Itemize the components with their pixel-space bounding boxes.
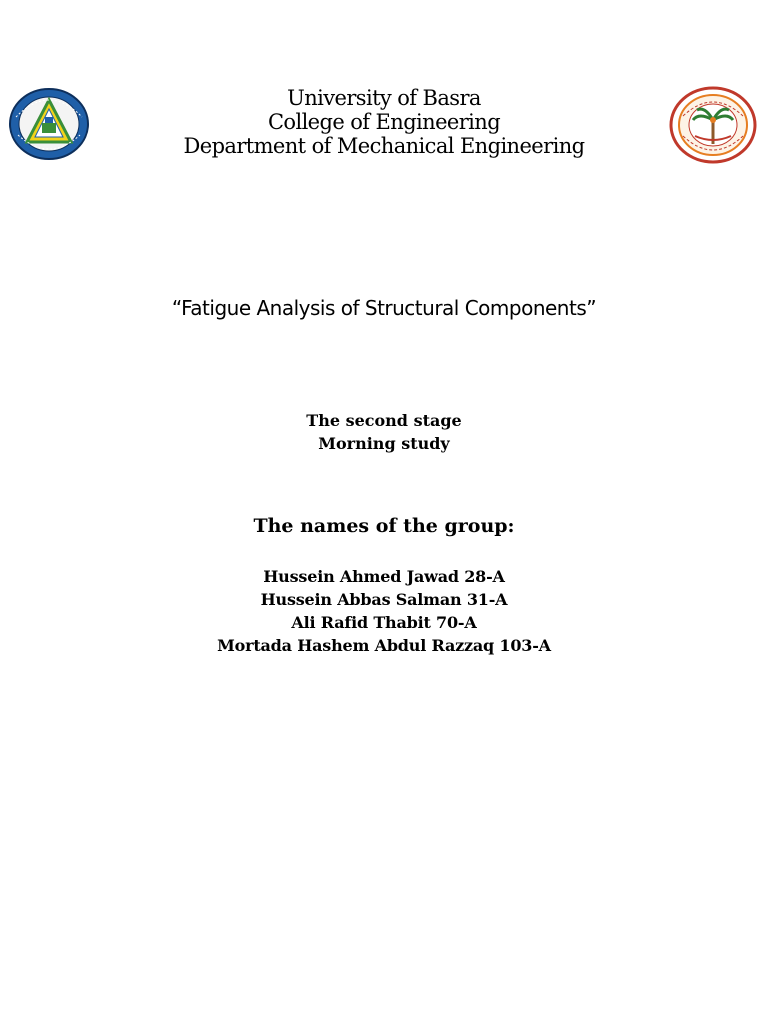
university-of-basra-seal-icon	[8, 87, 90, 161]
stage-info	[0, 409, 768, 455]
institution-header	[100, 86, 668, 158]
group-heading: The names of the group:	[253, 515, 515, 537]
stage-line: The second stage	[306, 411, 462, 430]
member-list	[0, 565, 768, 657]
member-name: Mortada Hashem Abdul Razzaq 103-A	[217, 636, 551, 655]
member-name: Hussein Ahmed Jawad 28-A	[263, 567, 505, 586]
department-name: Department of Mechanical Engineering	[183, 134, 585, 158]
college-of-engineering-seal-icon	[669, 86, 757, 164]
member-name: Hussein Abbas Salman 31-A	[260, 590, 508, 609]
college-name: College of Engineering	[267, 110, 501, 134]
study-line: Morning study	[318, 434, 450, 453]
member-name: Ali Rafid Thabit 70-A	[291, 613, 477, 632]
university-name: University of Basra	[287, 86, 481, 110]
report-title: “Fatigue Analysis of Structural Components”	[171, 296, 597, 320]
